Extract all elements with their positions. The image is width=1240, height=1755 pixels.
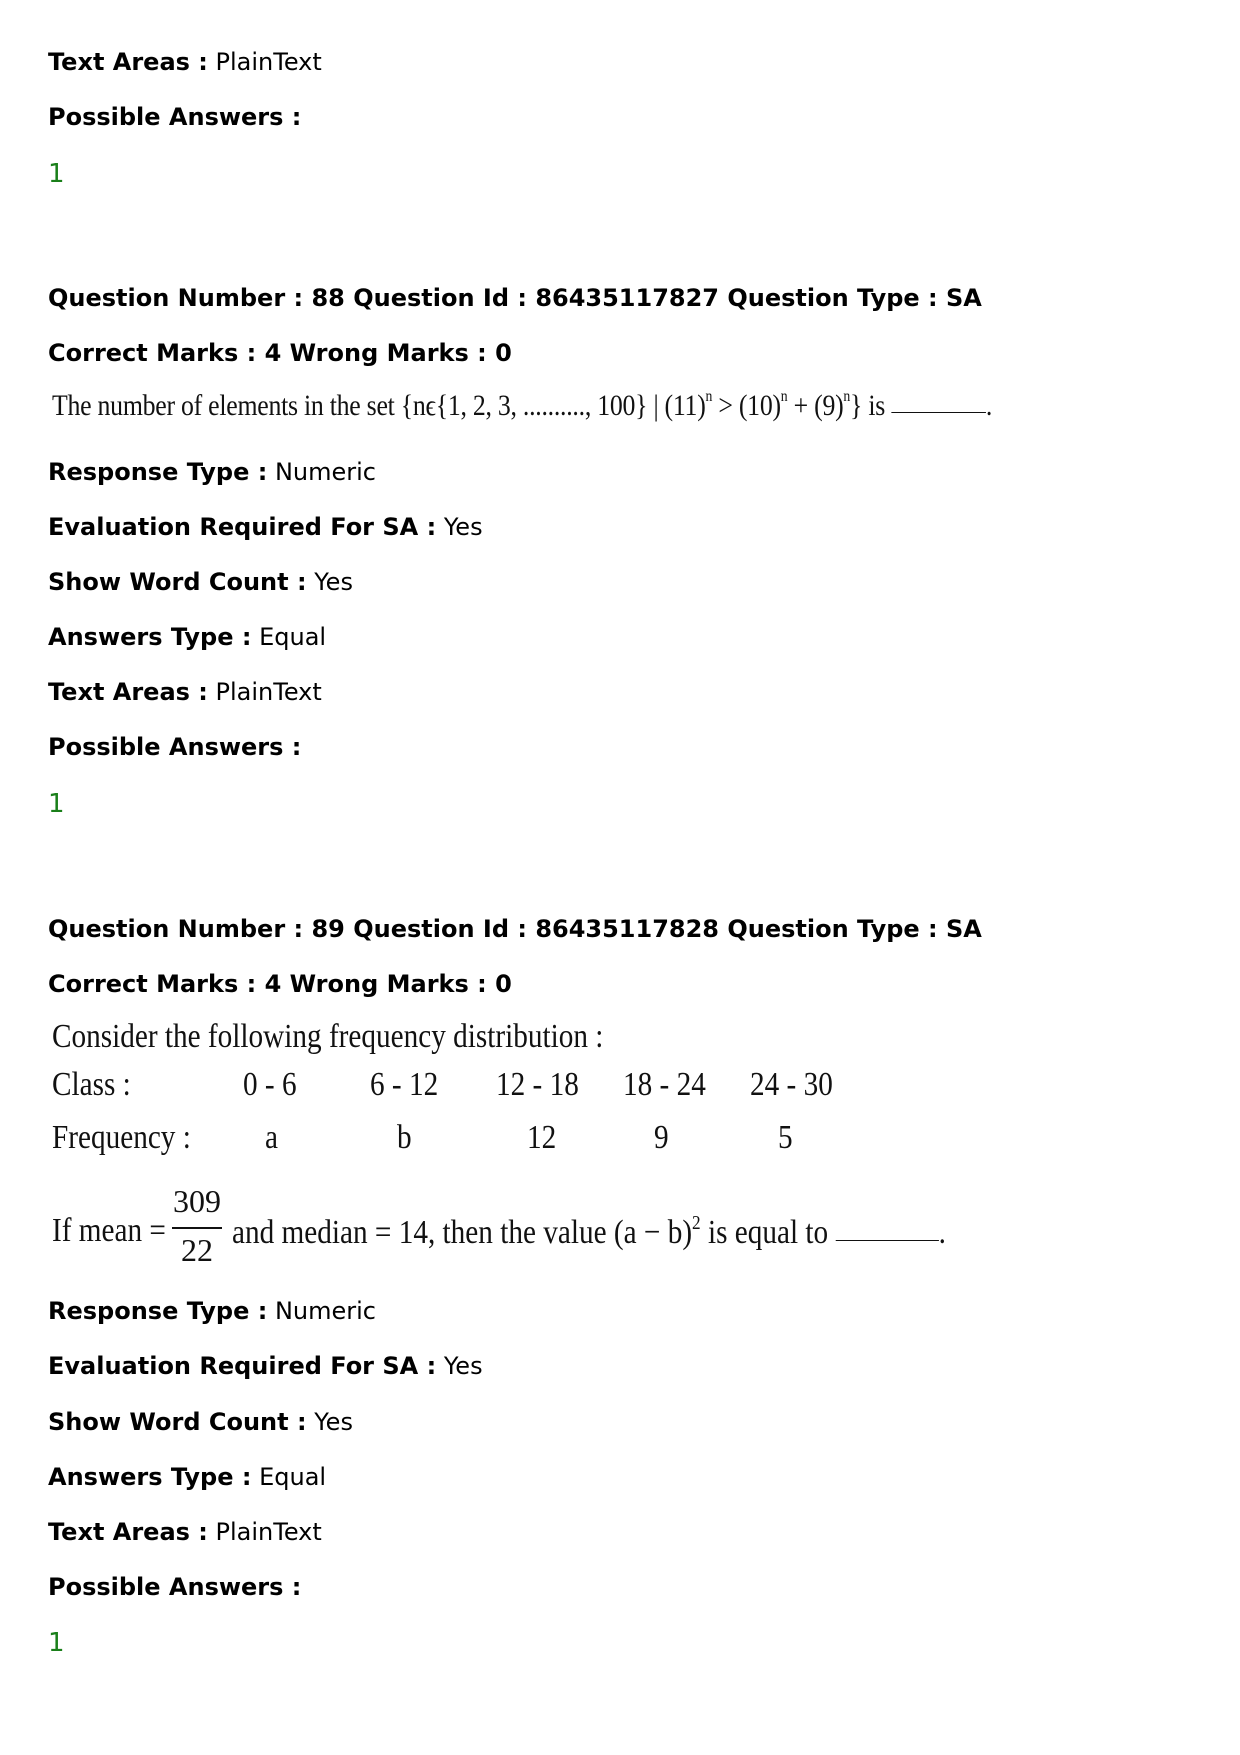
evaluation-required-row: Evaluation Required For SA : Yes	[48, 513, 483, 541]
answer-blank	[835, 1222, 938, 1241]
class-cell: 18 - 24	[623, 1066, 706, 1103]
response-type-row: Response Type : Numeric	[48, 1297, 376, 1325]
response-type-row: Response Type : Numeric	[48, 458, 376, 486]
condition-rest: and median = 14, then the value $(a - b)^2$ is equal to .	[232, 1212, 946, 1251]
possible-answers-label: Possible Answers :	[48, 1573, 302, 1601]
field-label: Text Areas :	[48, 48, 208, 76]
frequency-cell: 9	[654, 1119, 669, 1156]
text-areas-row: Text Areas : PlainText	[48, 1518, 322, 1546]
possible-answer: 1	[48, 159, 65, 189]
frequency-label: Frequency :	[52, 1119, 191, 1156]
show-word-count-row: Show Word Count : Yes	[48, 1408, 353, 1436]
mean-denominator: 22	[181, 1232, 213, 1268]
condition-if: If mean =	[52, 1212, 166, 1249]
text-areas-row	[48, 47, 322, 77]
answers-type-row: Answers Type : Equal	[48, 623, 327, 651]
question-header: Question Number : 89 Question Id : 86435117828 Question Type : SA	[48, 915, 982, 943]
answers-type-row: Answers Type : Equal	[48, 1463, 327, 1491]
field-value: PlainText	[215, 48, 322, 76]
question-marks: Correct Marks : 4 Wrong Marks : 0	[48, 970, 512, 998]
text-areas-row: Text Areas : PlainText	[48, 678, 322, 706]
possible-answers-label: Possible Answers :	[48, 103, 302, 131]
possible-answer: 1	[48, 789, 65, 819]
question-header: Question Number : 88 Question Id : 86435117827 Question Type : SA	[48, 284, 982, 312]
class-cell: 24 - 30	[750, 1066, 833, 1103]
class-label: Class :	[52, 1066, 131, 1103]
possible-answer: 1	[48, 1628, 65, 1658]
question-marks: Correct Marks : 4 Wrong Marks : 0	[48, 339, 512, 367]
question-intro: Consider the following frequency distribution :	[52, 1018, 604, 1055]
fraction-bar	[172, 1227, 222, 1229]
frequency-cell: 12	[527, 1119, 557, 1156]
answer-blank	[891, 394, 986, 413]
show-word-count-row: Show Word Count : Yes	[48, 568, 353, 596]
question-text: The number of elements in the set {nϵ{1, 2, 3, .........., 100} | $(11)^n > (10)^n + (9)^n$} is .	[52, 388, 993, 422]
frequency-cell: b	[397, 1119, 412, 1156]
possible-answers-label: Possible Answers :	[48, 733, 302, 761]
frequency-cell: 5	[778, 1119, 793, 1156]
frequency-cell: a	[265, 1119, 278, 1156]
class-cell: 12 - 18	[496, 1066, 579, 1103]
class-cell: 6 - 12	[370, 1066, 439, 1103]
class-cell: 0 - 6	[243, 1066, 297, 1103]
mean-numerator: 309	[173, 1183, 221, 1219]
evaluation-required-row: Evaluation Required For SA : Yes	[48, 1352, 483, 1380]
